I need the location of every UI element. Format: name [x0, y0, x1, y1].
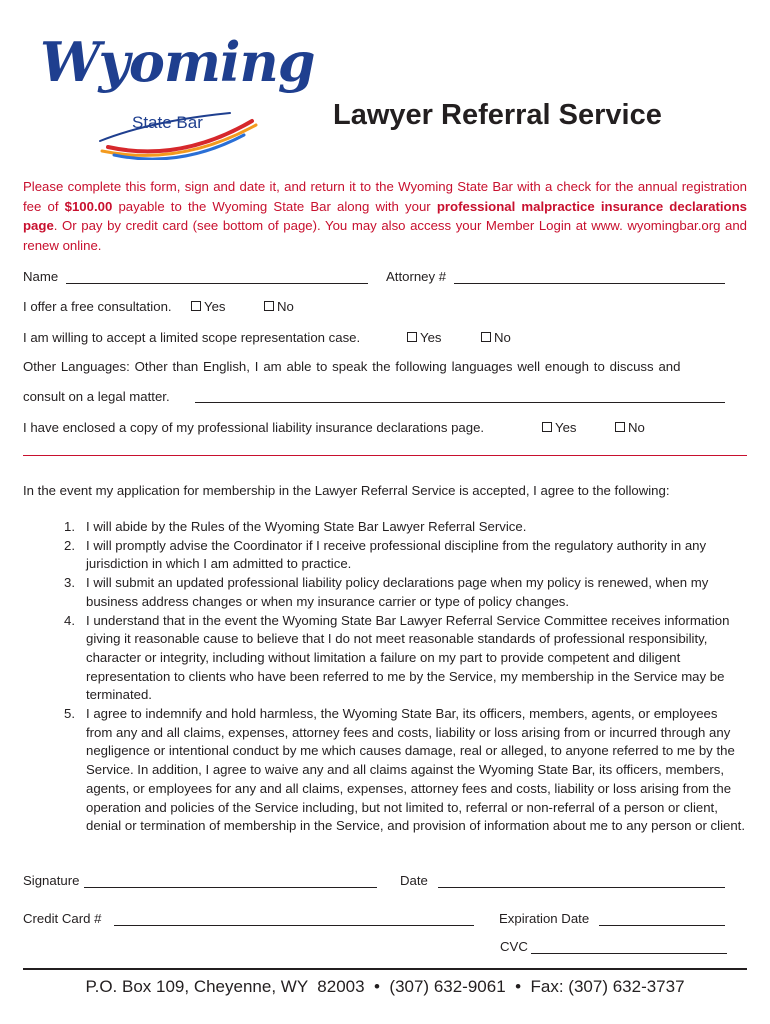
intro-text-3: . Or pay by credit card (see bottom of page). You may also access your Member Login at www. wyomingbar.org and renew online.: [23, 218, 747, 253]
attorney-number-field[interactable]: [454, 283, 725, 284]
languages-label: Other Languages: Other than English, I am able to speak the following languages well enough to discuss and: [23, 359, 681, 374]
attorney-number-label: Attorney #: [386, 269, 447, 284]
list-number: 4.: [64, 612, 75, 628]
intro-bold-phrase: professional malpractice insurance declarations page: [23, 198, 747, 233]
checkbox-icon[interactable]: [542, 422, 552, 432]
free-consultation-yes[interactable]: [191, 299, 226, 314]
page-title: Lawyer Referral Service: [333, 99, 662, 131]
limited-scope-label: I am willing to accept a limited scope representation case.: [23, 330, 361, 345]
logo-wordmark: Wyoming: [40, 30, 315, 94]
date-field[interactable]: [438, 887, 725, 888]
insurance-yes[interactable]: [542, 420, 577, 435]
expiration-date-label: Expiration Date: [499, 911, 590, 926]
list-number: 5.: [64, 706, 75, 722]
intro-text-2: payable to the Wyoming State Bar along with your: [112, 198, 437, 214]
section-divider: [23, 455, 747, 456]
checkbox-icon[interactable]: [191, 301, 201, 311]
free-consultation-label: I offer a free consultation.: [23, 299, 172, 314]
free-consultation-no[interactable]: [264, 299, 294, 314]
list-item: [64, 537, 746, 574]
agreement-intro: In the event my application for membership in the Lawyer Referral Service is accepted, I agree to the following:: [23, 483, 670, 498]
list-item: [64, 705, 746, 836]
yes-label: Yes: [204, 299, 226, 314]
intro-paragraph: [23, 177, 747, 255]
checkbox-icon[interactable]: [615, 422, 625, 432]
intro-fee: $100.00: [64, 198, 113, 214]
credit-card-field[interactable]: [114, 925, 474, 926]
list-number: 3.: [64, 575, 75, 591]
no-label: No: [277, 299, 294, 314]
languages-field[interactable]: [195, 402, 725, 403]
insurance-enclosed-label: I have enclosed a copy of my professional liability insurance declarations page.: [23, 420, 485, 435]
checkbox-icon[interactable]: [264, 301, 274, 311]
languages-label-2: consult on a legal matter.: [23, 389, 170, 404]
list-text: I will submit an updated professional liability policy declarations page when my policy is renewed, when my business address changes or when my insurance carrier or type of policy changes.: [86, 575, 709, 609]
limited-scope-no[interactable]: [481, 330, 511, 345]
name-label: Name: [23, 269, 59, 284]
terms-list: [64, 518, 746, 836]
cvc-label: CVC: [500, 939, 528, 954]
checkbox-icon[interactable]: [407, 332, 417, 342]
list-number: 2.: [64, 537, 75, 553]
date-label: Date: [400, 873, 428, 888]
cvc-field[interactable]: [531, 953, 727, 954]
signature-field[interactable]: [84, 887, 377, 888]
list-text: I understand that in the event the Wyoming State Bar Lawyer Referral Service Committee receives information giving it reasonable cause to believe that I do not meet reasonable standards of professional responsibility, character or integrity, including without limitation a failure on my part to provide competent and diligent representation to clients who have been referred to me by the Service, my membership in the Service may be terminated.: [86, 612, 730, 703]
logo-subtext: State Bar: [132, 113, 203, 132]
list-item: [64, 574, 746, 611]
yes-label: Yes: [420, 330, 442, 345]
credit-card-label: Credit Card #: [23, 911, 102, 926]
list-text: I will abide by the Rules of the Wyoming State Bar Lawyer Referral Service.: [86, 519, 527, 534]
no-label: No: [628, 420, 645, 435]
expiration-date-field[interactable]: [599, 925, 725, 926]
list-text: I will promptly advise the Coordinator if I receive professional discipline from the regulatory authority in any jurisdiction in which I am admitted to practice.: [86, 537, 707, 572]
list-item: [64, 518, 746, 537]
signature-label: Signature: [23, 873, 80, 888]
name-field[interactable]: [66, 283, 368, 284]
checkbox-icon[interactable]: [481, 332, 491, 342]
intro-text-1: Please complete this form, sign and date it, and return it to the Wyoming State Bar with a check for the annual registration fee of: [23, 179, 747, 214]
no-label: No: [494, 330, 511, 345]
footer-divider: [23, 968, 747, 970]
list-text: I agree to indemnify and hold harmless, the Wyoming State Bar, its officers, members, agents, or employees from any and all claims, expenses, attorney fees and costs, liability or loss arising from or incurred through any negligence or intentional conduct by me which causes damage, real or alleged, to anyone referred to me by the Service. In addition, I agree to waive any and all claims against the Wyoming State Bar, its officers, members, agents, or employees for any and all claims, expenses, attorney fees and costs, liability or loss arising from the operation and policies of the Service including, but not limited to, referral or non-referral of a person or client, denial or termination of membership in the Service, and provision of information about me to any person or client.: [86, 706, 745, 834]
insurance-no[interactable]: [615, 420, 645, 435]
list-number: 1.: [64, 519, 75, 534]
yes-label: Yes: [555, 420, 577, 435]
list-item: [64, 612, 746, 706]
footer-contact: P.O. Box 109, Cheyenne, WY 82003 • (307) 632-9061 • Fax: (307) 632-3737: [85, 977, 685, 996]
limited-scope-yes[interactable]: [407, 330, 442, 345]
